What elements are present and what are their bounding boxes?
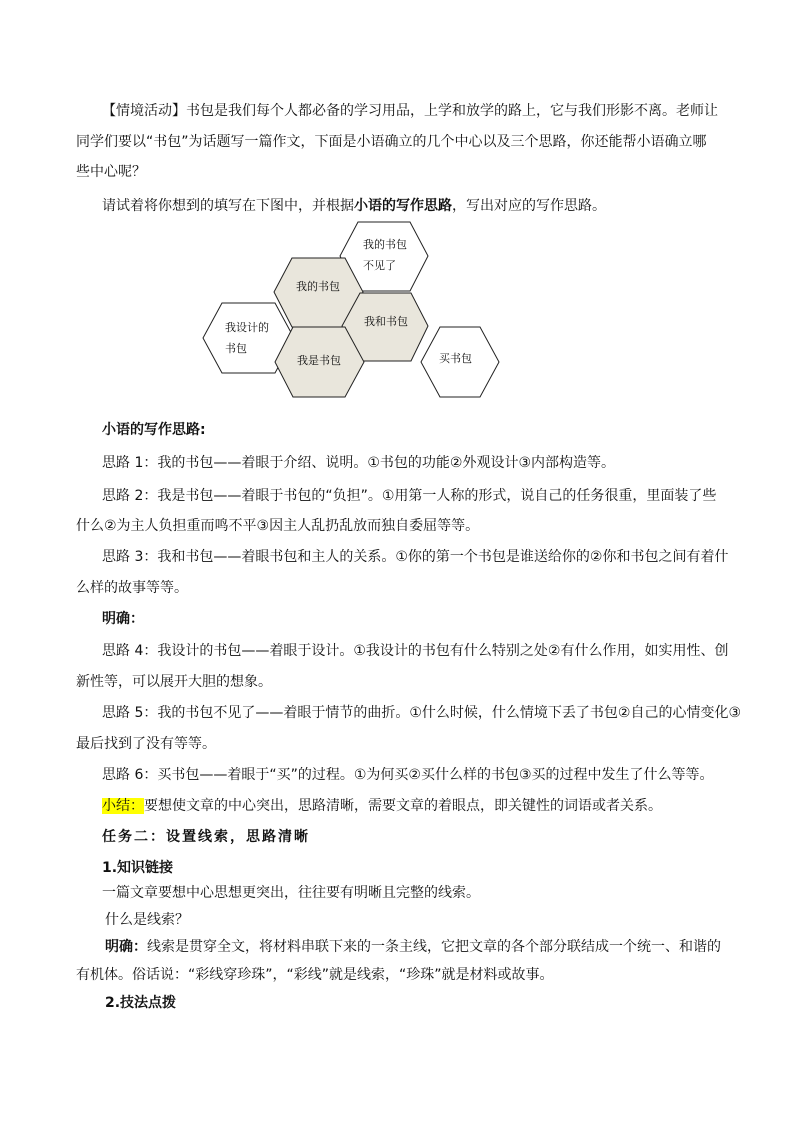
summary-label: 小结： — [102, 798, 144, 814]
idea-6: 思路 6：买书包——着眼于“买”的过程。①为何买②买什么样的书包③买的过程中发生了什么等等。 — [102, 767, 714, 783]
knowledge-line-1: 一篇文章要想中心思想更突出，往往要有明晰且完整的线索。 — [102, 885, 480, 901]
knowledge-answer-text: 线索是贯穿全文，将材料串联下来的一条主线，它把文章的各个部分联结成一个统一、和谐的 — [147, 939, 721, 955]
summary-line — [102, 796, 662, 816]
idea-4-line-2: 新性等，可以展开大胆的想象。 — [76, 674, 272, 690]
idea-3-line-1: 思路 3：我和书包——着眼书包和主人的关系。①你的第一个书包是谁送给你的②你和书包之间有着什 — [102, 549, 729, 565]
idea-1: 思路 1：我的书包——着眼于介绍、说明。①书包的功能②外观设计③内部构造等。 — [102, 455, 616, 471]
intro-line-3: 些中心呢？ — [76, 164, 146, 180]
hexagon-buy — [421, 327, 499, 397]
knowledge-heading: 1.知识链接 — [102, 860, 174, 876]
hexagon-label: 我的书包 — [296, 280, 340, 293]
hexagon-label: 书包 — [225, 342, 247, 355]
idea-2-line-1: 思路 2：我是书包——着眼于书包的“负担”。①用第一人称的形式，说自己的任务很重，里面装了些 — [102, 488, 717, 504]
instruction-text-b: ，写出对应的写作思路。 — [452, 198, 606, 214]
intro-line-2: 同学们要以“书包”为话题写一篇作文，下面是小语确立的几个中心以及三个思路，你还能帮小语确立哪 — [76, 134, 707, 150]
instruction-emphasis: 小语的写作思路 — [354, 198, 452, 214]
knowledge-question: 什么是线索？ — [105, 912, 189, 928]
hexagon-diagram — [0, 0, 794, 420]
knowledge-answer-label: 明确： — [105, 939, 147, 955]
answer-heading: 明确： — [102, 611, 144, 627]
instruction-text-a: 请试着将你想到的填写在下图中，并根据 — [102, 198, 354, 214]
hexagon-iam — [275, 327, 364, 397]
xiaoyu-heading: 小语的写作思路: — [102, 422, 206, 438]
idea-3-line-2: 么样的故事等等。 — [76, 580, 188, 596]
task2-heading: 任务二：设置线索，思路清晰 — [102, 829, 310, 845]
hexagon-label: 不见了 — [363, 259, 396, 272]
idea-2-line-2: 什么②为主人负担重而鸣不平③因主人乱扔乱放而独自委屈等等。 — [76, 518, 480, 534]
idea-5-line-1: 思路 5：我的书包不见了——着眼于情节的曲折。①什么时候，什么情境下丢了书包②自己的心情变化③ — [102, 705, 742, 721]
hexagon-label: 我的书包 — [363, 238, 407, 251]
technique-heading: 2.技法点拨 — [105, 995, 177, 1011]
summary-text: 要想使文章的中心突出，思路清晰，需要文章的着眼点，即关键性的词语或者关系。 — [144, 798, 662, 814]
knowledge-answer-line-1 — [105, 937, 721, 957]
intro-line-1: 【情境活动】书包是我们每个人都必备的学习用品，上学和放学的路上，它与我们形影不离。老师让 — [102, 103, 718, 119]
hexagon-label: 我设计的 — [225, 321, 269, 334]
hexagon-label: 我和书包 — [364, 315, 408, 328]
hexagon-label: 买书包 — [439, 352, 472, 365]
idea-4-line-1: 思路 4：我设计的书包——着眼于设计。①我设计的书包有什么特别之处②有什么作用，如实用性、创 — [102, 643, 729, 659]
idea-5-line-2: 最后找到了没有等等。 — [76, 736, 216, 752]
hexagon-label: 我是书包 — [297, 354, 341, 367]
knowledge-answer-line-2: 有机体。俗话说：“彩线穿珍珠”，“彩线”就是线索，“珍珠”就是材料或故事。 — [76, 967, 554, 983]
